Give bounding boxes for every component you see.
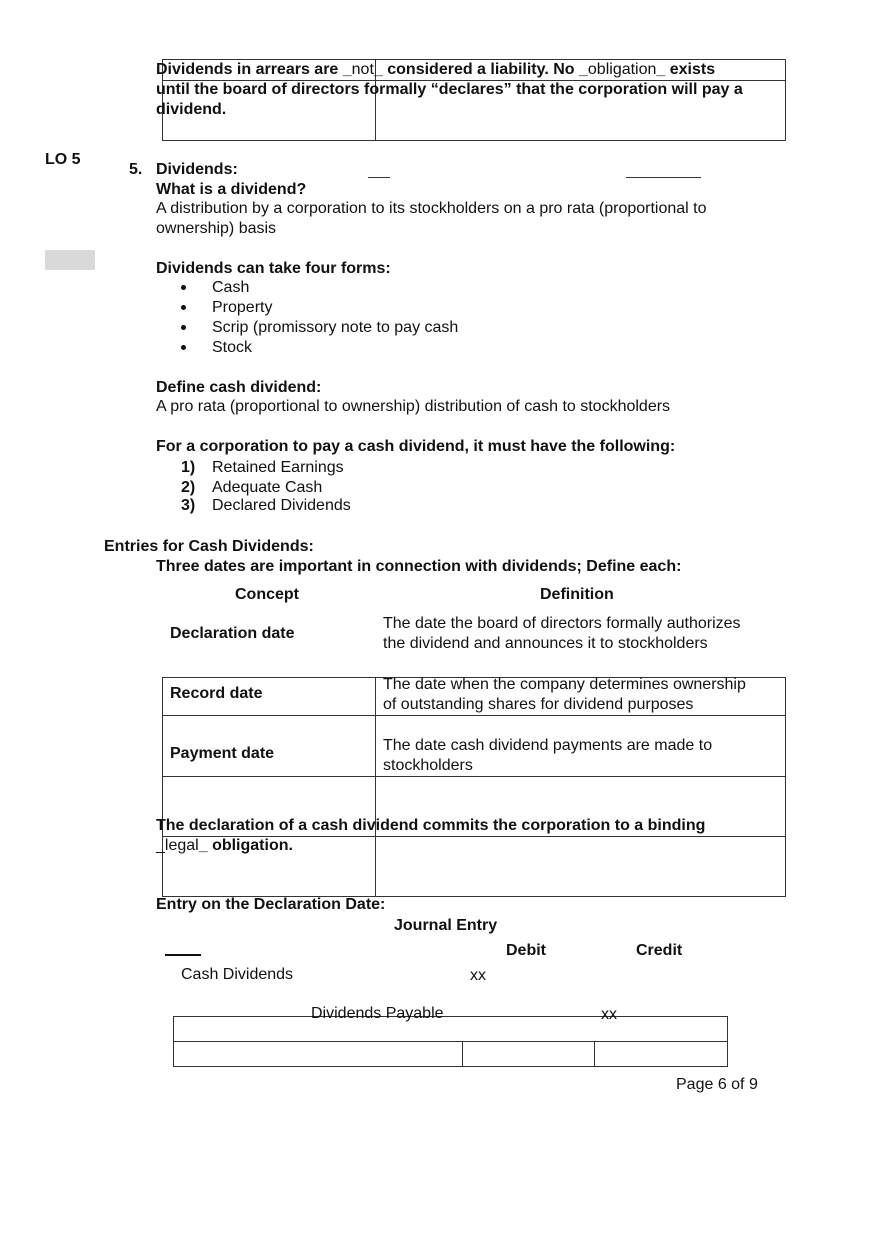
col-header-concept: Concept: [235, 586, 299, 603]
dates-table-rule: [162, 715, 786, 716]
definition-cell: the dividend and announces it to stockholders: [383, 635, 708, 652]
declaration-note-line2: [156, 836, 293, 856]
journal-table-rule: [173, 1041, 728, 1042]
journal-debit-amount: xx: [470, 967, 486, 984]
definition-cell: The date cash dividend payments are made to: [383, 737, 713, 754]
top-note-blank: obligation: [587, 61, 657, 78]
forms-item: Cash: [212, 279, 250, 296]
short-rule: [368, 177, 390, 178]
concept-cell: Payment date: [170, 745, 275, 762]
section-answer-line2: ownership) basis: [156, 220, 277, 237]
cash-dividend-definition: A pro rata (proportional to ownership) distribution of cash to stockholders: [156, 398, 671, 415]
entries-heading: Entries for Cash Dividends:: [104, 538, 314, 555]
declaration-rest: _ obligation.: [198, 837, 293, 854]
top-note-text: _ considered a liability. No _: [373, 61, 588, 78]
top-note-line1: [156, 60, 715, 80]
requirement-number: 1): [181, 459, 196, 476]
journal-table-divider: [462, 1041, 463, 1067]
declaration-blank-pre: _: [156, 837, 165, 854]
concept-cell: Record date: [170, 685, 263, 702]
entries-subheading: Three dates are important in connection with dividends; Define each:: [156, 558, 682, 575]
margin-gray-block: [45, 250, 95, 270]
requirement-item: Declared Dividends: [212, 497, 351, 514]
requirement-number: 3): [181, 497, 196, 514]
top-note-line2: until the board of directors formally “declares” that the corporation will pay a: [156, 81, 743, 98]
requirement-item: Retained Earnings: [212, 459, 344, 476]
dates-table-rule: [162, 776, 786, 777]
section-question: What is a dividend?: [156, 181, 307, 198]
top-note-text: _ exists: [656, 61, 716, 78]
journal-col-credit: Credit: [636, 942, 683, 959]
lo-tag: LO 5: [45, 151, 81, 168]
bullet-icon: [181, 325, 186, 330]
section-answer-line1: A distribution by a corporation to its stockholders on a pro rata (proportional to: [156, 200, 707, 217]
section-number: 5.: [129, 161, 143, 178]
requirements-heading: For a corporation to pay a cash dividend, it must have the following:: [156, 438, 676, 455]
journal-account: Cash Dividends: [181, 966, 294, 983]
dates-table-divider: [375, 677, 376, 897]
declaration-note-line1: The declaration of a cash dividend commits the corporation to a binding: [156, 817, 706, 834]
top-note-blank: not: [351, 61, 374, 78]
forms-item: Stock: [212, 339, 253, 356]
definition-cell: stockholders: [383, 757, 473, 774]
definition-cell: of outstanding shares for dividend purposes: [383, 696, 694, 713]
requirement-item: Adequate Cash: [212, 479, 323, 496]
journal-account: Dividends Payable: [311, 1005, 444, 1022]
journal-title: Journal Entry: [394, 917, 498, 934]
journal-credit-amount: xx: [601, 1006, 617, 1023]
cash-dividend-heading: Define cash dividend:: [156, 379, 322, 396]
section-title: Dividends:: [156, 161, 238, 178]
concept-cell: Declaration date: [170, 625, 295, 642]
journal-table-divider: [594, 1041, 595, 1067]
col-header-definition: Definition: [540, 586, 614, 603]
forms-heading: Dividends can take four forms:: [156, 260, 391, 277]
forms-item: Property: [212, 299, 273, 316]
definition-cell: The date when the company determines ownership: [383, 676, 746, 693]
bullet-icon: [181, 305, 186, 310]
top-note-line3: dividend.: [156, 101, 227, 118]
page-number: Page 6 of 9: [676, 1076, 758, 1093]
journal-col-debit: Debit: [506, 942, 546, 959]
top-note-text: Dividends in arrears are _: [156, 61, 352, 78]
short-rule: [626, 177, 701, 178]
requirement-number: 2): [181, 479, 196, 496]
forms-item: Scrip (promissory note to pay cash: [212, 319, 459, 336]
journal-heading: Entry on the Declaration Date:: [156, 896, 386, 913]
definition-cell: The date the board of directors formally authorizes: [383, 615, 741, 632]
declaration-blank: legal: [164, 837, 199, 854]
journal-short-rule: [165, 954, 201, 956]
bullet-icon: [181, 285, 186, 290]
bullet-icon: [181, 345, 186, 350]
